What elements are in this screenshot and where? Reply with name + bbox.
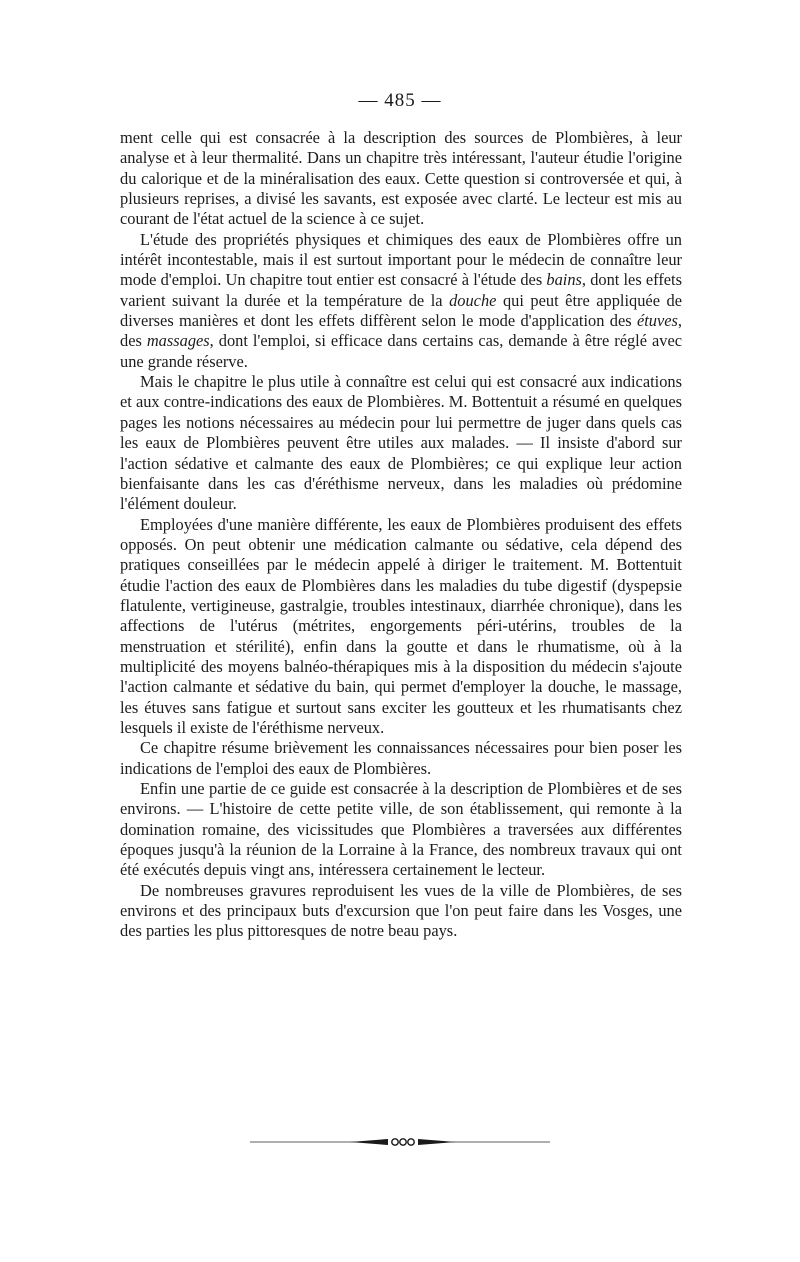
text-run: Mais le chapitre le plus utile à connaître est celui qui est consacré aux indications et aux contre-indications des eaux de Plombières. M. Bottentuit a résumé en quelques pages les notions nécessaires au médecin pour lui permettre de juger dans quels cas les eaux de Plombières peuvent être utiles aux malades. — Il insiste d'abord sur l'action sédative et calmante des eaux de Plombières; ce qui explique leur action bienfaisante dans les cas d'éréthisme nerveux, dans les maladies où prédomine l'élément douleur.	[120, 372, 682, 514]
text-run: ment celle qui est consacrée à la description des sources de Plombières, à leur analyse et à leur thermalité. Dans un chapitre très intéressant, l'auteur étudie l'origine du calorique et de la minéralisation des eaux. Cette question si controversée et qui, à plusieurs reprises, a divisé les savants, est exposée avec clarté. Le lecteur est mis au courant de l'état actuel de la science à ce sujet.	[120, 128, 682, 229]
text-run: , des	[120, 311, 682, 351]
page-number: — 485 —	[358, 90, 442, 111]
italic-term: douche	[449, 290, 497, 310]
text-run: qui peut être appliquée de diverses manières et dont les effets diffèrent selon le mode d'application des	[120, 290, 682, 331]
text-run: Employées d'une manière différente, les eaux de Plombières produisent des effets opposés. On peut obtenir une médication calmante ou sédative, cela dépend des pratiques conseillées par le médecin appelé à diriger le traitement. M. Bottentuit étudie l'action des eaux de Plombières dans les maladies du tube digestif (dyspepsie flatulente, vertigineuse, gastralgie, troubles intestinaux, diarrhée chronique), dans les affections de l'utérus (métrites, engorgements péri-utérins, troubles de la menstruation et stérilité), enfin dans la goutte et dans le rhumatisme, où à la multiplicité des moyens balnéo-thérapiques mis à la disposition du médecin s'ajoute l'action calmante et sédative du bain, qui permet d'employer la douche, le massage, les étuves sans fatigue et surtout sans exciter les goutteux et les rhumatisants chez lesquels il existe de l'éréthisme nerveux.	[120, 514, 682, 737]
text-run: Ce chapitre résume brièvement les connaissances nécessaires pour bien poser les indications de l'emploi des eaux de Plombières.	[120, 738, 682, 778]
paragraph	[120, 230, 682, 372]
paragraph	[120, 881, 682, 942]
paragraph	[120, 779, 682, 881]
text-run: Enfin une partie de ce guide est consacrée à la description de Plombières et de ses environs. — L'histoire de cette petite ville, de son établissement, qui remonte à la domination romaine, des vicissitudes que Plombières a traversées aux différentes époques jusqu'à la réunion de la Lorraine à la France, des nombreux travaux qui ont été exécutés depuis vingt ans, intéressera certainement le lecteur.	[120, 779, 682, 880]
text-run: , dont les effets varient suivant la durée et la température de la	[120, 270, 682, 310]
decorative-rule-icon	[250, 1132, 550, 1152]
italic-term: étuves	[636, 311, 678, 331]
italic-term: massages	[146, 331, 210, 351]
text-run: De nombreuses gravures reproduisent les vues de la ville de Plombières, de ses environs et des principaux buts d'excursion que l'on peut faire dans les Vosges, une des parties les plus pittoresques de notre beau pays.	[120, 880, 682, 941]
paragraph	[120, 128, 682, 230]
body-text	[120, 128, 682, 942]
text-run: , dont l'emploi, si efficace dans certains cas, demande à être réglé avec une grande réserve.	[120, 331, 682, 371]
paragraph	[120, 515, 682, 739]
italic-term: bains	[546, 270, 582, 290]
paragraph	[120, 372, 682, 514]
paragraph	[120, 738, 682, 779]
text-run: L'étude des propriétés physiques et chimiques des eaux de Plombières offre un intérêt incontestable, mais il est surtout important pour le médecin de connaître leur mode d'emploi. Un chapitre tout entier est consacré à l'étude des	[120, 229, 682, 290]
